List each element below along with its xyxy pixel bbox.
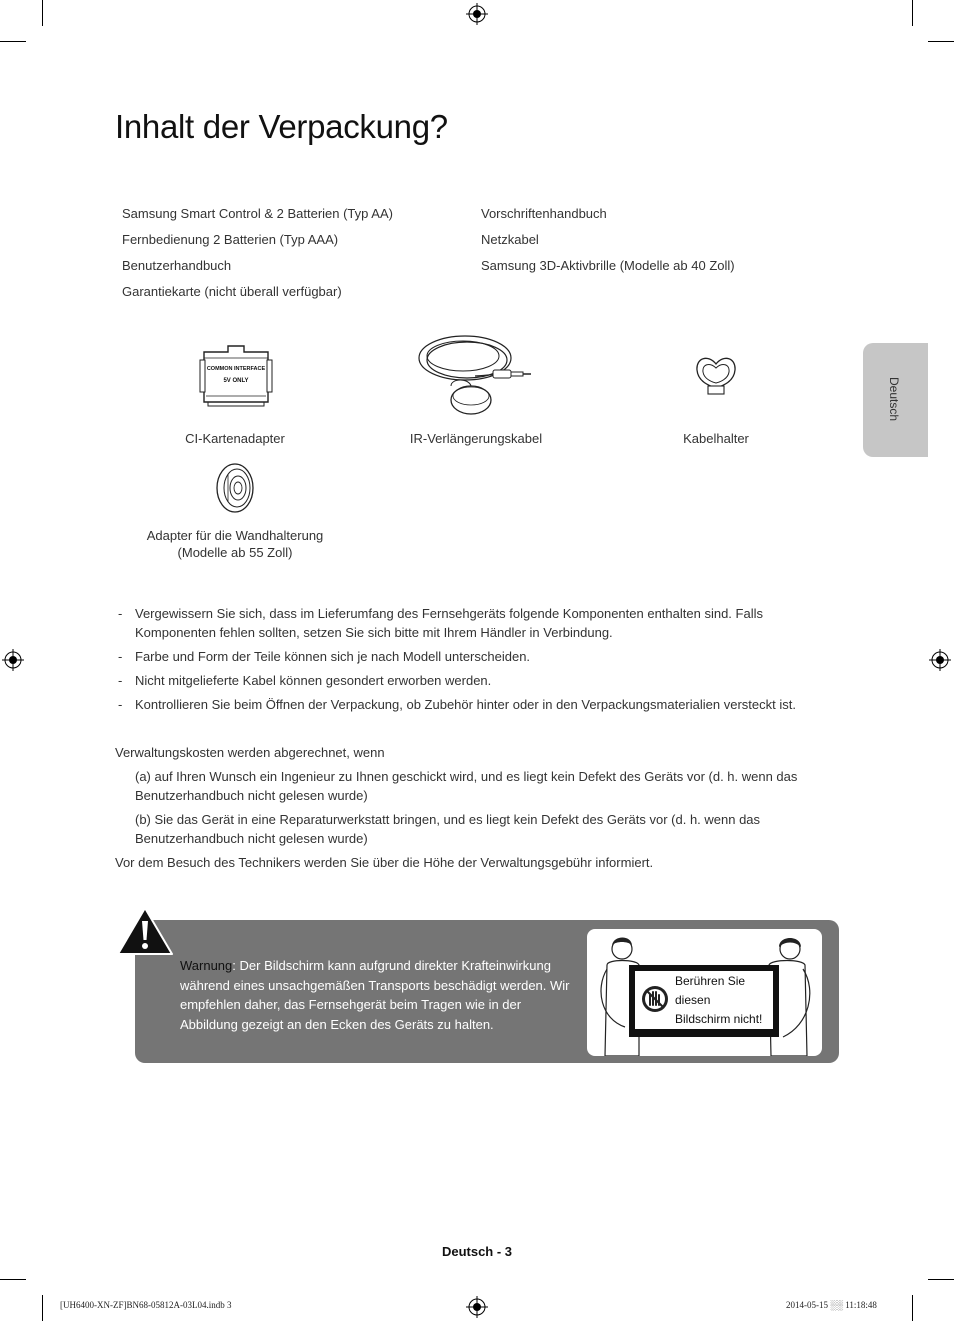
costs-item-a: (a) auf Ihren Wunsch ein Ingenieur zu Ihnen geschickt wird, und es liegt kein Defekt des Geräts vor (d. h. wenn das Benutzerhandbuch nicht gelesen wurde) (135, 769, 798, 803)
footer-timestamp: 2014-05-15 ░░ 11:18:48 (786, 1300, 877, 1310)
registration-mark-icon (466, 3, 488, 25)
note-item (115, 695, 815, 714)
costs-outro: Vor dem Besuch des Technikers werden Sie über die Höhe der Verwaltungsgebühr informiert. (115, 855, 654, 870)
note-dash: - (118, 606, 123, 621)
warning-text (180, 956, 570, 1034)
tv-sign-text (675, 972, 762, 1029)
tv-sign-line1: Berühren Sie (675, 974, 746, 988)
note-text: Kontrollieren Sie beim Öffnen der Verpackung, ob Zubehör hinter oder in den Verpackungsmaterialien versteckt ist. (135, 697, 796, 712)
note-text: Farbe und Form der Teile können sich je nach Modell unterscheiden. (135, 649, 531, 664)
ci-adapter-print-line2: 5V ONLY (223, 378, 249, 384)
note-item (115, 604, 815, 642)
crop-mark (928, 1279, 954, 1280)
page-number: Deutsch - 3 (441, 1244, 513, 1259)
language-side-tab (863, 343, 928, 457)
ir-extension-cable-caption: IR-Verlängerungskabel (409, 431, 543, 446)
registration-mark-icon (929, 649, 951, 671)
notes-list (115, 604, 815, 719)
wall-adapter-caption-line1: Adapter für die Wandhalterung (146, 528, 324, 543)
note-dash: - (118, 649, 123, 664)
note-text: Vergewissern Sie sich, dass im Lieferumfang des Fernsehgeräts folgende Komponenten enthalten sind. Falls Komponenten fehlen sollten, setzen Sie sich bitte mit Ihrem Händler in Verbindung. (135, 606, 763, 640)
page-title: Inhalt der Verpackung? (115, 108, 448, 145)
tv-sign-line3: Bildschirm nicht! (675, 1012, 763, 1026)
ir-extension-cable-illustration (413, 330, 535, 418)
warning-body: : Der Bildschirm kann aufgrund direkter Krafteinwirkung während eines unsachgemäßen Transports beschädigt werden. Wir empfehlen daher, das Fernsehgerät beim Tragen wie in der Abbildung gezeigt an den Ecken des Geräts zu halten. (180, 958, 570, 1032)
note-dash: - (118, 697, 123, 712)
crop-mark (42, 0, 43, 26)
note-dash: - (118, 673, 123, 688)
crop-mark (912, 1295, 913, 1321)
note-item (115, 647, 815, 666)
ci-adapter-print-line1: COMMON INTERFACE (206, 366, 266, 372)
list-item: Vorschriftenhandbuch (481, 206, 607, 221)
list-item: Samsung 3D-Aktivbrille (Modelle ab 40 Zoll) (481, 258, 735, 273)
contents-list-left (122, 201, 393, 305)
warning-triangle-icon (116, 906, 174, 956)
crop-mark (42, 1295, 43, 1321)
list-item: Samsung Smart Control & 2 Batterien (Typ AA) (122, 206, 393, 221)
warning-label: Warnung (180, 958, 233, 973)
carry-tv-illustration (587, 929, 822, 1056)
wall-mount-adapter-caption (125, 527, 345, 561)
wall-mount-adapter-illustration (214, 462, 256, 514)
crop-mark (928, 41, 954, 42)
crop-mark (912, 0, 913, 26)
costs-intro: Verwaltungskosten werden abgerechnet, wenn (115, 745, 385, 760)
costs-item-b: (b) Sie das Gerät in eine Reparaturwerkstatt bringen, und es liegt kein Defekt des Geräts vor (d. h. wenn das Benutzerhandbuch nicht gelesen wurde) (135, 812, 761, 846)
list-item: Fernbedienung 2 Batterien (Typ AAA) (122, 232, 339, 247)
contents-list-right (481, 201, 735, 279)
ci-card-adapter-caption: CI-Kartenadapter (185, 431, 285, 446)
list-item: Benutzerhandbuch (122, 258, 232, 273)
note-item (115, 671, 815, 690)
cable-holder-illustration (692, 352, 740, 398)
list-item: Netzkabel (481, 232, 539, 247)
side-tab-label: Deutsch (887, 376, 901, 422)
note-text: Nicht mitgelieferte Kabel können gesondert erworben werden. (135, 673, 492, 688)
crop-mark (0, 41, 26, 42)
administration-costs (115, 743, 815, 872)
crop-mark (0, 1279, 26, 1280)
registration-mark-icon (2, 649, 24, 671)
list-item: Garantiekarte (nicht überall verfügbar) (122, 284, 342, 299)
ci-card-adapter-illustration (198, 340, 274, 410)
registration-mark-icon (466, 1296, 488, 1318)
cable-holder-caption: Kabelhalter (683, 431, 749, 446)
wall-adapter-caption-line2: (Modelle ab 55 Zoll) (177, 545, 293, 560)
tv-sign-line2: diesen (675, 993, 711, 1007)
footer-file-info: [UH6400-XN-ZF]BN68-05812A-03L04.indb 3 (60, 1300, 232, 1310)
